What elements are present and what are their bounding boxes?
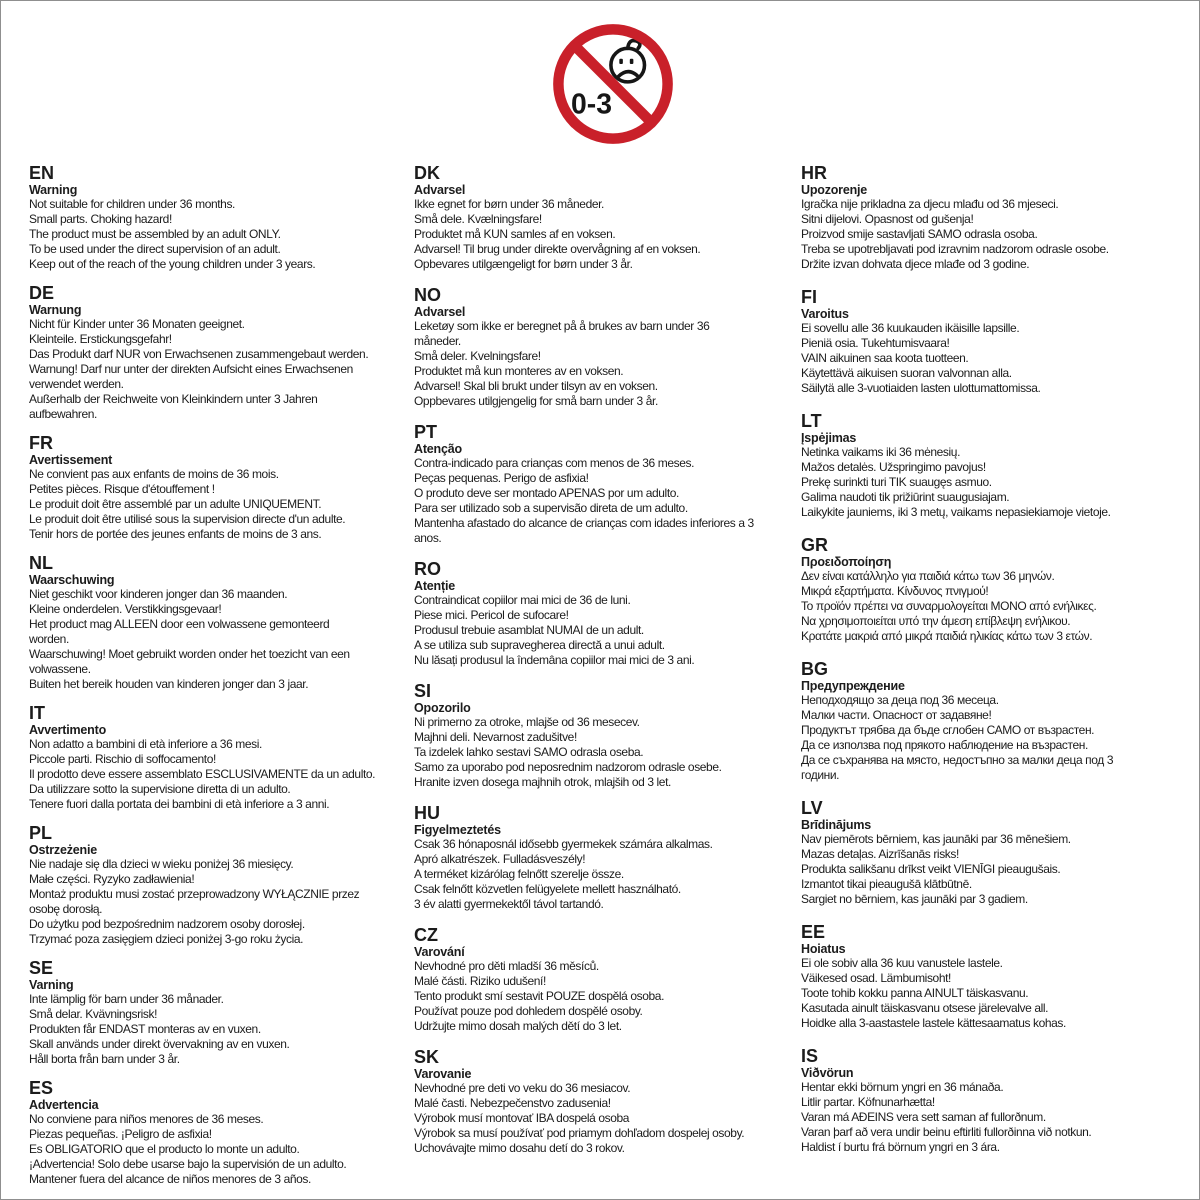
section-si xyxy=(414,682,798,790)
warning-line: Inte lämplig för barn under 36 månader. xyxy=(29,992,224,1006)
language-code: BG xyxy=(801,659,828,679)
warning-line: Piese mici. Pericol de sufocare! xyxy=(414,608,569,622)
warning-line: Nu lăsați produsul la îndemâna copiilor mai mici de 3 ani. xyxy=(414,653,695,667)
warning-line: Používat pouze pod dohledem dospělé osoby. xyxy=(414,1004,643,1018)
warning-line: Waarschuwing! Moet gebruikt worden onder het toezicht van een xyxy=(29,647,350,661)
warning-line: worden. xyxy=(29,632,69,646)
warning-line: Małe części. Ryzyko zadławienia! xyxy=(29,872,195,886)
warning-line: Да се съхранява на място, недостъпно за малки деца под 3 xyxy=(801,753,1114,767)
warning-line: Es OBLIGATORIO que el producto lo monte un adulto. xyxy=(29,1142,300,1156)
language-code: SK xyxy=(414,1047,440,1067)
warning-line: Sitni dijelovi. Opasnost od gušenja! xyxy=(801,212,974,226)
warning-lines xyxy=(414,715,798,790)
warning-line: Advarsel! Til brug under direkte overvågning af en voksen. xyxy=(414,242,701,256)
warning-line: Laikykite jauniems, iki 3 metų, vaikams nepasiekiamoje vietoje. xyxy=(801,505,1111,519)
section-sk xyxy=(414,1048,798,1156)
warning-heading: Предупреждение xyxy=(801,679,905,693)
warning-line: Ne convient pas aux enfants de moins de 36 mois. xyxy=(29,467,279,481)
warning-heading: Varovanie xyxy=(414,1067,472,1081)
warning-heading: Varoitus xyxy=(801,307,849,321)
section-lv xyxy=(801,799,1193,907)
section-se xyxy=(29,959,413,1067)
warning-heading: Brīdinājums xyxy=(801,818,872,832)
section-pl xyxy=(29,824,413,947)
language-code: NL xyxy=(29,553,53,573)
warning-line: Litlir partar. Köfnunarhætta! xyxy=(801,1095,935,1109)
warning-line: Ei sovellu alle 36 kuukauden ikäisille lapsille. xyxy=(801,321,1020,335)
warning-line: Výrobok sa musí používať pod priamym dohľadom dospelej osoby. xyxy=(414,1126,745,1140)
language-code: LV xyxy=(801,798,823,818)
warning-heading: Avertissement xyxy=(29,453,113,467)
section-dk xyxy=(414,164,798,272)
warning-line: Ei ole sobiv alla 36 kuu vanustele lastele. xyxy=(801,956,1003,970)
warning-lines xyxy=(29,587,413,692)
warning-line: Små dele. Kvælningsfare! xyxy=(414,212,542,226)
warning-line: Pieniä osia. Tukehtumisvaara! xyxy=(801,336,950,350)
age-restriction-0-3-icon xyxy=(550,21,676,147)
warning-line: Mantener fuera del alcance de niños menores de 3 años. xyxy=(29,1172,311,1186)
warning-line: Säilytä alle 3-vuotiaiden lasten ulottumattomissa. xyxy=(801,381,1041,395)
warning-line: Mazas detaļas. Aizrīšanās risks! xyxy=(801,847,959,861)
warning-lines xyxy=(801,1080,1193,1155)
warning-line: Udržujte mimo dosah malých dětí do 3 let. xyxy=(414,1019,622,1033)
warning-line: Small parts. Choking hazard! xyxy=(29,212,172,226)
warning-line: Warnung! Darf nur unter der direkten Aufsicht eines Erwachsenen xyxy=(29,362,353,376)
language-code: PT xyxy=(414,422,438,442)
language-code: DE xyxy=(29,283,55,303)
warning-line: Nevhodné pro děti mladší 36 měsíců. xyxy=(414,959,599,973)
warning-lines xyxy=(414,1081,798,1156)
warning-line: Csak felnőtt közvetlen felügyelete mellett használható. xyxy=(414,882,681,896)
section-gr xyxy=(801,536,1193,644)
warning-line: Hoidke alla 3-aastastele lastele kättesaamatus kohas. xyxy=(801,1016,1066,1030)
warning-line: Csak 36 hónaposnál idősebb gyermekek számára alkalmas. xyxy=(414,837,713,851)
section-ee xyxy=(801,923,1193,1031)
warning-line: Nicht für Kinder unter 36 Monaten geeignet. xyxy=(29,317,245,331)
warning-line: ¡Advertencia! Solo debe usarse bajo la supervisión de un adulto. xyxy=(29,1157,347,1171)
warning-line: Продуктът трябва да бъде сглобен САМО от възрастен. xyxy=(801,723,1095,737)
warning-line: Δεν είναι κατάλληλο για παιδιά κάτω των 36 μηνών. xyxy=(801,569,1055,583)
section-hu xyxy=(414,804,798,912)
warning-lines xyxy=(414,959,798,1034)
warning-line: Kasutada ainult täiskasvanu otsese järelevalve all. xyxy=(801,1001,1049,1015)
warning-line: Trzymać poza zasięgiem dzieci poniżej 3-go roku życia. xyxy=(29,932,304,946)
warning-line: Produktet må KUN samles af en voksen. xyxy=(414,227,616,241)
warning-lines xyxy=(414,456,798,546)
section-ro xyxy=(414,560,798,668)
warning-heading: Figyelmeztetés xyxy=(414,823,501,837)
warning-lines xyxy=(801,569,1193,644)
warning-line: Väikesed osad. Lämbumisoht! xyxy=(801,971,951,985)
warning-line: Do użytku pod bezpośrednim nadzorem osoby dorosłej. xyxy=(29,917,305,931)
warning-line: Mantenha afastado do alcance de crianças com idades inferiores a 3 xyxy=(414,516,754,530)
warning-lines xyxy=(29,737,413,812)
section-cz xyxy=(414,926,798,1034)
language-code: FI xyxy=(801,287,817,307)
warning-line: Het product mag ALLEEN door een volwassene gemonteerd xyxy=(29,617,330,631)
language-code: HU xyxy=(414,803,440,823)
warning-lines xyxy=(801,832,1193,907)
warning-line: Ikke egnet for børn under 36 måneder. xyxy=(414,197,604,211)
warning-line: Proizvod smije sastavljati SAMO odrasla osoba. xyxy=(801,227,1038,241)
warning-heading: Upozorenje xyxy=(801,183,868,197)
warning-line: verwendet werden. xyxy=(29,377,124,391)
warning-line: Små deler. Kvelningsfare! xyxy=(414,349,541,363)
language-code: HR xyxy=(801,163,827,183)
warning-line: Неподходящо за деца под 36 месеца. xyxy=(801,693,999,707)
warning-line: To be used under the direct supervision of an adult. xyxy=(29,242,281,256)
language-code: EN xyxy=(29,163,55,183)
warning-line: Niet geschikt voor kinderen jonger dan 36 maanden. xyxy=(29,587,288,601)
warning-line: Oppbevares utilgjengelig for små barn under 3 år. xyxy=(414,394,658,408)
section-hr xyxy=(801,164,1193,272)
warning-line: Produkta salikšanu drīkst veikt VIENĪGI pieaugušais. xyxy=(801,862,1061,876)
warning-line: Mažos detalės. Užspringimo pavojus! xyxy=(801,460,986,474)
section-fi xyxy=(801,288,1193,396)
section-it xyxy=(29,704,413,812)
warning-line: Advarsel! Skal bli brukt under tilsyn av en voksen. xyxy=(414,379,658,393)
warning-line: Varan má AÐEINS vera sett saman af fullorðnum. xyxy=(801,1110,1046,1124)
warning-line: Piezas pequeñas. ¡Peligro de asfixia! xyxy=(29,1127,212,1141)
warning-line: Malé části. Riziko udušení! xyxy=(414,974,546,988)
warning-lines xyxy=(414,593,798,668)
section-de xyxy=(29,284,413,422)
section-pt xyxy=(414,423,798,546)
language-code: IS xyxy=(801,1046,819,1066)
warning-line: VAIN aikuinen saa koota tuotteen. xyxy=(801,351,969,365)
warning-line: Tenere fuori dalla portata dei bambini di età inferiore a 3 anni. xyxy=(29,797,330,811)
warning-line: Nevhodné pre deti vo veku do 36 mesiacov. xyxy=(414,1081,631,1095)
warning-lines xyxy=(29,467,413,542)
warning-line: Treba se upotrebljavati pod izravnim nadzorom odrasle osobe. xyxy=(801,242,1109,256)
language-code: RO xyxy=(414,559,441,579)
warning-line: Tenir hors de portée des jeunes enfants de moins de 3 ans. xyxy=(29,527,322,541)
column-left xyxy=(29,164,413,1199)
warning-line: Montaż produktu musi zostać przeprowadzony WYŁĄCZNIE przez xyxy=(29,887,360,901)
warning-line: Opbevares utilgængeligt for børn under 3 år. xyxy=(414,257,633,271)
warning-heading: Waarschuwing xyxy=(29,573,115,587)
warning-lines xyxy=(801,956,1193,1031)
language-code: EE xyxy=(801,922,826,942)
warning-line: Nav piemērots bērniem, kas jaunāki par 36 mēnešiem. xyxy=(801,832,1071,846)
warning-line: Produkten får ENDAST monteras av en vuxen. xyxy=(29,1022,261,1036)
language-code: LT xyxy=(801,411,822,431)
warning-lines xyxy=(801,197,1193,272)
warning-line: 3 év alatti gyermekektől távol tartandó. xyxy=(414,897,604,911)
warning-lines xyxy=(801,693,1193,783)
warning-line: Contra-indicado para crianças com menos de 36 meses. xyxy=(414,456,695,470)
warning-lines xyxy=(801,445,1193,520)
warning-lines xyxy=(414,837,798,912)
warning-heading: Atenção xyxy=(414,442,462,456)
warning-line: Le produit doit être utilisé sous la supervision directe d'un adulte. xyxy=(29,512,346,526)
warning-line: Not suitable for children under 36 months. xyxy=(29,197,235,211)
section-is xyxy=(801,1047,1193,1155)
warning-line: Kleinteile. Erstickungsgefahr! xyxy=(29,332,172,346)
warning-heading: Advarsel xyxy=(414,305,466,319)
warning-lines xyxy=(29,1112,413,1187)
warning-line: Galima naudoti tik prižiūrint suaugusiajam. xyxy=(801,490,1010,504)
column-middle xyxy=(414,164,798,1170)
section-nl xyxy=(29,554,413,692)
warning-line: No conviene para niños menores de 36 meses. xyxy=(29,1112,264,1126)
warning-line: anos. xyxy=(414,531,442,545)
language-code: GR xyxy=(801,535,828,555)
baby-face-eyes xyxy=(619,59,633,64)
warning-line: Contraindicat copiilor mai mici de 36 de luni. xyxy=(414,593,631,607)
warning-line: osobę dorosłą. xyxy=(29,902,103,916)
warning-heading: Warnung xyxy=(29,303,82,317)
warning-line: Små delar. Kvävningsrisk! xyxy=(29,1007,158,1021)
warning-line: Produsul trebuie asamblat NUMAI de un adult. xyxy=(414,623,644,637)
language-code: NO xyxy=(414,285,441,305)
age-range-label: 0-3 xyxy=(571,88,612,121)
warning-line: Držite izvan dohvata djece mlađe od 3 godine. xyxy=(801,257,1030,271)
warning-line: Výrobok musí montovať IBA dospelá osoba xyxy=(414,1111,630,1125)
warning-line: Prekę surinkti turi TIK suaugęs asmuo. xyxy=(801,475,992,489)
warning-line: Non adatto a bambini di età inferiore a 36 mesi. xyxy=(29,737,262,751)
warning-heading: Įspėjimas xyxy=(801,431,857,445)
warning-line: Para ser utilizado sob a supervisão direta de um adulto. xyxy=(414,501,688,515)
warning-line: Keep out of the reach of the young children under 3 years. xyxy=(29,257,316,271)
warning-heading: Προειδοποίηση xyxy=(801,555,892,569)
warning-line: Das Produkt darf NUR von Erwachsenen zusammengebaut werden. xyxy=(29,347,369,361)
warning-line: Να χρησιμοποιείται υπό την άμεση επίβλεψη ενήλικου. xyxy=(801,614,1071,628)
baby-face-glyph xyxy=(611,41,645,82)
section-bg xyxy=(801,660,1193,783)
warning-line: Samo za uporabo pod neposrednim nadzorom odrasle osebe. xyxy=(414,760,722,774)
warning-lines xyxy=(29,197,413,272)
warning-line: Tento produkt smí sestavit POUZE dospělá osoba. xyxy=(414,989,664,1003)
warning-heading: Advertencia xyxy=(29,1098,99,1112)
warning-line: Le produit doit être assemblé par un adulte UNIQUEMENT. xyxy=(29,497,322,511)
warning-line: Igračka nije prikladna za djecu mlađu od 36 mjeseci. xyxy=(801,197,1059,211)
warning-line: Haldist í burtu frá börnum yngri en 3 ára. xyxy=(801,1140,1000,1154)
warning-line: Majhni deli. Nevarnost zadušitve! xyxy=(414,730,577,744)
warning-lines xyxy=(29,857,413,947)
warning-line: Skall används under direkt övervakning av en vuxen. xyxy=(29,1037,290,1051)
warning-line: Håll borta från barn under 3 år. xyxy=(29,1052,180,1066)
warning-line: A se utiliza sub supravegherea directă a unui adult. xyxy=(414,638,665,652)
warning-line: Varan þarf að vera undir beinu eftirliti fullorðinna við notkun. xyxy=(801,1125,1092,1139)
warning-line: Sargiet no bērniem, kas jaunāki par 3 gadiem. xyxy=(801,892,1028,906)
warning-line: Da utilizzare sotto la supervisione diretta di un adulto. xyxy=(29,782,291,796)
section-no xyxy=(414,286,798,409)
warning-heading: Hoiatus xyxy=(801,942,846,956)
warning-line: Buiten het bereik houden van kinderen jonger dan 3 jaar. xyxy=(29,677,309,691)
warning-line: Malé časti. Nebezpečenstvo zadusenia! xyxy=(414,1096,611,1110)
warning-line: måneder. xyxy=(414,334,461,348)
warning-line: Leketøy som ikke er beregnet på å brukes av barn under 36 xyxy=(414,319,710,333)
warning-heading: Advarsel xyxy=(414,183,466,197)
language-code: SE xyxy=(29,958,54,978)
warning-heading: Viðvörun xyxy=(801,1066,854,1080)
warning-line: The product must be assembled by an adult ONLY. xyxy=(29,227,281,241)
warning-line: Малки части. Опасност от задавяне! xyxy=(801,708,992,722)
language-code: PL xyxy=(29,823,53,843)
section-lt xyxy=(801,412,1193,520)
warning-line: Μικρά εξαρτήματα. Κίνδυνος πνιγμού! xyxy=(801,584,989,598)
language-code: DK xyxy=(414,163,440,183)
warning-heading: Warning xyxy=(29,183,78,197)
warning-line: aufbewahren. xyxy=(29,407,97,421)
warning-line: Κρατάτε μακριά από μικρά παιδιά ηλικίας κάτω των 3 ετών. xyxy=(801,629,1093,643)
section-en xyxy=(29,164,413,272)
warning-line: Nie nadaje się dla dzieci w wieku poniżej 36 miesięcy. xyxy=(29,857,294,871)
warning-line: Ni primerno za otroke, mlajše od 36 mesecev. xyxy=(414,715,640,729)
language-code: CZ xyxy=(414,925,438,945)
warning-line: Apró alkatrészek. Fulladásveszély! xyxy=(414,852,586,866)
warning-line: Petites pièces. Risque d'étouffement ! xyxy=(29,482,215,496)
warning-line: Το προϊόν πρέπει να συναρμολογείται ΜΟΝΟ από ενήλικες. xyxy=(801,599,1097,613)
warning-heading: Avvertimento xyxy=(29,723,107,737)
warning-line: Peças pequenas. Perigo de asfixia! xyxy=(414,471,589,485)
warning-line: Käytettävä aikuisen suoran valvonnan alla. xyxy=(801,366,1012,380)
language-code: ES xyxy=(29,1078,54,1098)
language-code: FR xyxy=(29,433,53,453)
warning-heading: Varning xyxy=(29,978,74,992)
warning-heading: Opozorilo xyxy=(414,701,471,715)
language-code: SI xyxy=(414,681,432,701)
warning-line: Il prodotto deve essere assemblato ESCLUSIVAMENTE da un adulto. xyxy=(29,767,376,781)
warning-lines xyxy=(414,319,798,409)
warning-line: volwassene. xyxy=(29,662,91,676)
warning-line: A terméket kizárólag felnőtt szerelje össze. xyxy=(414,867,624,881)
warning-line: Hentar ekki börnum yngri en 36 mánaða. xyxy=(801,1080,1004,1094)
warning-heading: Varování xyxy=(414,945,465,959)
warning-line: Да се използва под прякото наблюдение на възрастен. xyxy=(801,738,1088,752)
warning-lines xyxy=(29,992,413,1067)
warning-line: Uchovávajte mimo dosahu detí do 3 rokov. xyxy=(414,1141,625,1155)
warning-line: Ta izdelek lahko sestavi SAMO odrasla oseba. xyxy=(414,745,644,759)
column-right xyxy=(801,164,1193,1171)
warning-lines xyxy=(29,317,413,422)
warning-line: O produto deve ser montado APENAS por um adulto. xyxy=(414,486,679,500)
warning-heading: Atenție xyxy=(414,579,455,593)
language-code: IT xyxy=(29,703,45,723)
section-fr xyxy=(29,434,413,542)
section-es xyxy=(29,1079,413,1187)
warning-line: Hranite izven dosega majhnih otrok, mlajših od 3 let. xyxy=(414,775,671,789)
warning-line: Außerhalb der Reichweite von Kleinkindern unter 3 Jahren xyxy=(29,392,318,406)
warning-line: Kleine onderdelen. Verstikkingsgevaar! xyxy=(29,602,222,616)
warning-line: Netinka vaikams iki 36 mėnesių. xyxy=(801,445,961,459)
warning-line: Produktet må kun monteres av en voksen. xyxy=(414,364,624,378)
warning-heading: Ostrzeżenie xyxy=(29,843,97,857)
warning-line: Izmantot tikai pieaugušā klātbūtnē. xyxy=(801,877,972,891)
warning-line: години. xyxy=(801,768,840,782)
warning-line: Toote tohib kokku panna AINULT täiskasvanu. xyxy=(801,986,1029,1000)
warning-lines xyxy=(414,197,798,272)
warning-line: Piccole parti. Rischio di soffocamento! xyxy=(29,752,216,766)
warning-lines xyxy=(801,321,1193,396)
